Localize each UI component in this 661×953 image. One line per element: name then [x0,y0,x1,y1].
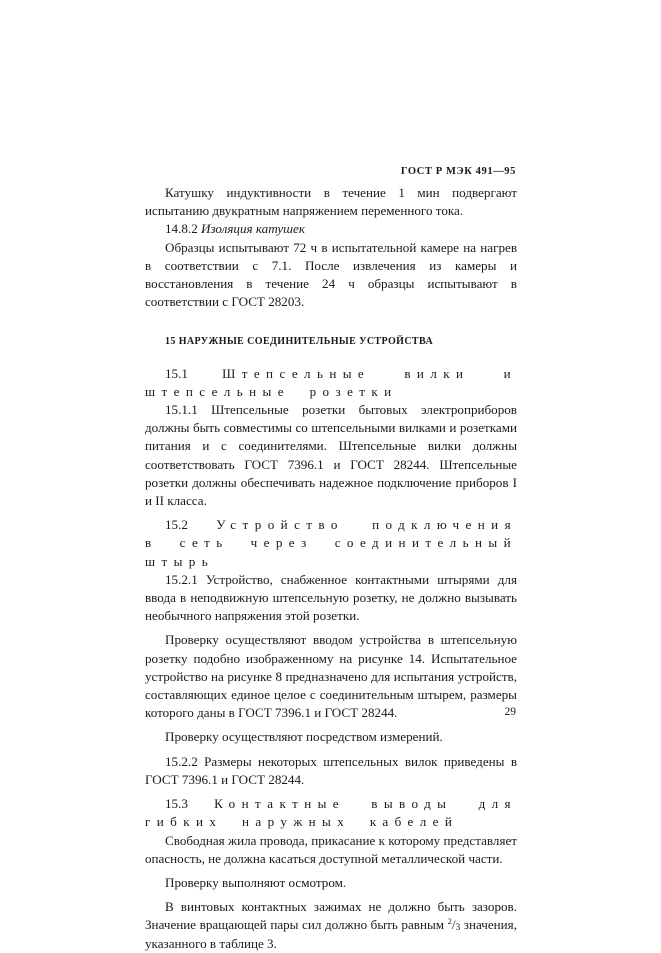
clause-15-1 [145,365,517,401]
paragraph-free-core: Свободная жила провода, прикасание к которому представляет опасность, не должна касаться доступной металлической части. [145,832,517,866]
paragraph-coil-test: Катушку индуктивности в течение 1 мин подвергают испытанию двукратным напряжением переменного тока. [145,185,517,219]
clause-14-8-2 [145,220,517,238]
clause-number: 15.2 [165,517,188,533]
fraction-denominator: 3 [455,923,461,934]
clause-number: 14.8.2 [165,221,198,237]
fraction-two-thirds: $^2/_3$ [447,916,461,934]
paragraph-samples: Образцы испытывают 72 ч в испытательной камере на нагрев в соответствии с 7.1. После извлечения из камеры и восстановления в течение 24 ч образцы испытывают в соответствии с ГОСТ 28203. [145,239,517,310]
clause-15-3 [145,795,517,831]
paragraph-15-1-1: 15.1.1 Штепсельные розетки бытовых электроприборов должны быть совместимы со штепсельными вилками и розетками питания и с соединителями. Штепсельные вилки должны соответствовать ГОСТ 7396.1 и ГОСТ 28244. Штепсельные розетки должны обеспечивать надежное подключение приборов I и II класса. [145,402,517,509]
clause-title: Контактные выводы для гибких наружных кабелей [145,796,517,830]
paragraph-screw-terminals [145,898,517,953]
running-header: ГОСТ Р МЭК 491—95 [400,166,516,177]
paragraph-check-inspection: Проверку выполняют осмотром. [165,874,347,890]
clause-number: 15.1 [165,365,188,381]
paragraph-check-figure-14: Проверку осуществляют вводом устройства в штепсельную розетку подобно изображенному на рисунке 14. Испытательное устройство на рисунке 8 предназначено для испытания устройств, составляющих единое целое с соединительным штырем, размеры которого даны в ГОСТ 7396.1 и ГОСТ 28244. [145,632,517,721]
paragraph-check-measurements: Проверку осуществляют посредством измерений. [165,729,443,745]
screw-text-end: значения, указанного в таблице 3. [145,917,517,951]
clause-title: Устройство подключения в сеть через соединительный штырь [145,517,517,569]
screw-text-start: В винтовых контактных зажимах не должно быть зазоров. Значение вращающей пары сил должно быть равным [145,899,517,933]
page-number: 29 [504,706,516,718]
clause-title: Штепсельные вилки и штепсельные розетки [145,365,517,399]
paragraph-15-2-1: 15.2.1 Устройство, снабженное контактными штырями для ввода в неподвижную штепсельную розетку, не должно вызывать необычного напряжения этой розетки. [145,571,517,624]
paragraph-15-2-2: 15.2.2 Размеры некоторых штепсельных вилок приведены в ГОСТ 7396.1 и ГОСТ 28244. [145,753,517,787]
clause-number: 15.3 [165,796,188,812]
clause-15-2 [145,516,517,571]
clause-title: Изоляция катушек [201,221,305,237]
section-heading-15: 15 НАРУЖНЫЕ СОЕДИНИТЕЛЬНЫЕ УСТРОЙСТВА [165,336,434,348]
fraction-numerator: 2 [447,916,452,927]
page-body [145,184,517,953]
